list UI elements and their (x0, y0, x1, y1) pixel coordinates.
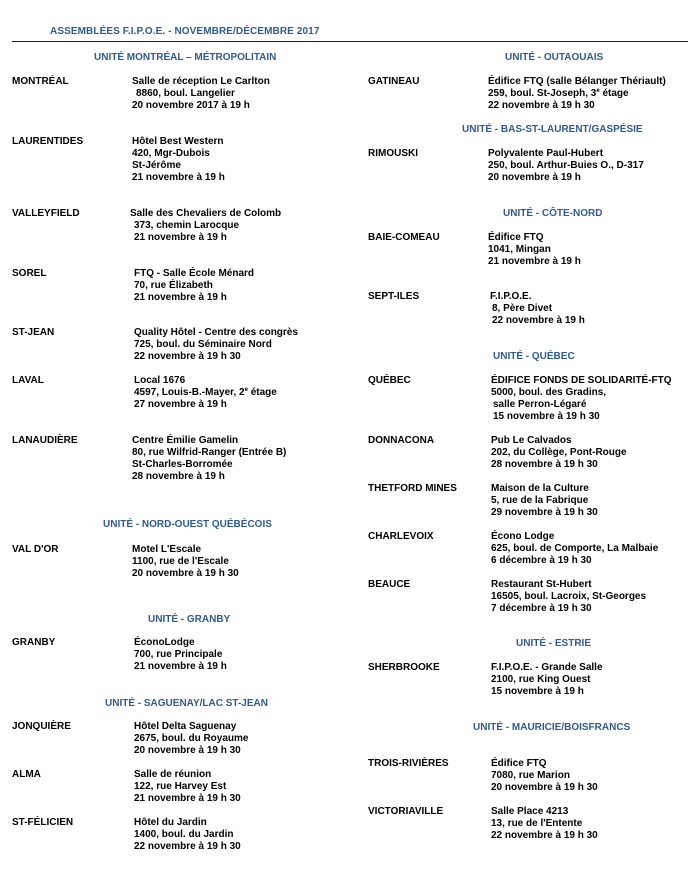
unit-heading-cote-nord: UNITÉ - CÔTE-NORD (503, 208, 603, 219)
venue-lanaudiere: Centre Émilie Gamelin 80, rue Wilfrid-Ranger (Entrée B) St-Charles-Borromée 28 novembre à 19 h (132, 435, 287, 482)
venue-sorel: FTQ - Salle École Ménard 70, rue Élizabeth 21 novembre à 19 h (134, 268, 255, 303)
document-title: ASSEMBLÉES F.I.P.O.E. - NOVEMBRE/DÉCEMBRE 2017 (50, 26, 320, 37)
city-sept-iles: SEPT-ILES (368, 291, 420, 302)
venue-gatineau: Édifice FTQ (salle Bélanger Thériault) 259, boul. St-Joseph, 3e étage 22 novembre à 19 h 30 (488, 76, 666, 111)
venue-sept-iles: F.I.P.O.E. 8, Père Divet 22 novembre à 19 h (490, 291, 585, 326)
venue-victoriaville: Salle Place 4213 13, rue de l'Entente 22 novembre à 19 h 30 (491, 806, 598, 841)
city-sherbrooke: SHERBROOKE (368, 662, 440, 673)
venue-valleyfield: Salle des Chevaliers de Colomb 373, chemin Larocque 21 novembre à 19 h (130, 208, 282, 243)
venue-baie-comeau: Édifice FTQ 1041, Mingan 21 novembre à 19 h (488, 232, 581, 267)
city-rimouski: RIMOUSKI (368, 148, 418, 159)
city-quebec: QUÉBEC (368, 375, 411, 386)
venue-montreal: Salle de réception Le Carlton 8860, boul. Langelier 20 novembre 2017 à 19 h (132, 76, 270, 111)
unit-heading-bas-st-laurent: UNITÉ - BAS-ST-LAURENT/GASPÉSIE (462, 124, 643, 135)
city-charlevoix: CHARLEVOIX (368, 531, 434, 542)
venue-alma: Salle de réunion 122, rue Harvey Est 21 novembre à 19 h 30 (134, 769, 241, 804)
venue-rimouski: Polyvalente Paul-Hubert 250, boul. Arthur-Buies O., D-317 20 novembre à 19 h (488, 148, 644, 183)
city-lanaudiere: LANAUDIÈRE (12, 435, 78, 446)
venue-st-jean: Quality Hôtel - Centre des congrès 725, boul. du Séminaire Nord 22 novembre à 19 h 30 (134, 327, 298, 362)
city-thetford-mines: THETFORD MINES (368, 483, 457, 494)
venue-jonquiere: Hôtel Delta Saguenay 2675, boul. du Royaume 20 novembre à 19 h 30 (134, 721, 249, 756)
city-montreal: MONTRÉAL (12, 76, 69, 87)
city-valleyfield: VALLEYFIELD (12, 208, 80, 219)
venue-sherbrooke: F.I.P.O.E. - Grande Salle 2100, rue King Ouest 15 novembre à 19 h (491, 662, 603, 697)
venue-beauce: Restaurant St-Hubert 16505, boul. Lacroix, St-Georges 7 décembre à 19 h 30 (491, 579, 647, 614)
unit-heading-nord-ouest: UNITÉ - NORD-OUEST QUÉBÉCOIS (103, 519, 272, 530)
unit-heading-granby: UNITÉ - GRANBY (148, 614, 231, 625)
city-gatineau: GATINEAU (368, 76, 420, 87)
city-alma: ALMA (12, 769, 41, 780)
venue-laval: Local 1676 4597, Louis-B.-Mayer, 2e étage 27 novembre à 19 h (134, 375, 277, 410)
city-sorel: SOREL (12, 268, 47, 279)
city-st-felicien: ST-FÉLICIEN (12, 817, 74, 828)
venue-laurentides: Hôtel Best Western 420, Mgr-Dubois St-Jérôme 21 novembre à 19 h (132, 136, 225, 183)
venue-granby: ÉconoLodge 700, rue Principale 21 novembre à 19 h (134, 637, 227, 672)
venue-quebec: ÉDIFICE FONDS DE SOLIDARITÉ-FTQ 5000, boul. des Gradins, salle Perron-Légaré 15 novembre à 19 h 30 (491, 375, 672, 422)
city-granby: GRANBY (12, 637, 56, 648)
unit-heading-montreal: UNITÉ MONTRÉAL – MÉTROPOLITAIN (94, 52, 277, 63)
venue-thetford-mines: Maison de la Culture 5, rue de la Fabrique 29 novembre à 19 h 30 (491, 483, 598, 518)
city-jonquiere: JONQUIÈRE (12, 721, 71, 732)
unit-heading-outaouais: UNITÉ - OUTAOUAIS (505, 52, 604, 63)
city-victoriaville: VICTORIAVILLE (368, 806, 444, 817)
city-trois-rivieres: TROIS-RIVIÈRES (368, 758, 449, 769)
city-donnacona: DONNACONA (368, 435, 435, 446)
venue-charlevoix: Écono Lodge 625, boul. de Comporte, La Malbaie 6 décembre à 19 h 30 (491, 531, 659, 566)
unit-heading-mauricie: UNITÉ - MAURICIE/BOISFRANCS (473, 722, 631, 733)
city-st-jean: ST-JEAN (12, 327, 55, 338)
venue-donnacona: Pub Le Calvados 202, du Collège, Pont-Rouge 28 novembre à 19 h 30 (491, 435, 627, 470)
venue-st-felicien: Hôtel du Jardin 1400, boul. du Jardin 22 novembre à 19 h 30 (134, 817, 241, 852)
city-laval: LAVAL (12, 375, 44, 386)
unit-heading-estrie: UNITÉ - ESTRIE (516, 638, 592, 649)
city-beauce: BEAUCE (368, 579, 411, 590)
unit-heading-saguenay: UNITÉ - SAGUENAY/LAC ST-JEAN (105, 698, 268, 709)
city-laurentides: LAURENTIDES (12, 136, 84, 147)
venue-trois-rivieres: Édifice FTQ 7080, rue Marion 20 novembre à 19 h 30 (491, 758, 598, 793)
venue-val-dor: Motel L'Escale 1100, rue de l'Escale 20 novembre à 19 h 30 (132, 544, 239, 579)
header-rule (12, 41, 688, 42)
city-baie-comeau: BAIE-COMEAU (368, 232, 440, 243)
unit-heading-quebec: UNITÉ - QUÉBEC (493, 351, 575, 362)
city-val-dor: VAL D'OR (12, 544, 59, 555)
